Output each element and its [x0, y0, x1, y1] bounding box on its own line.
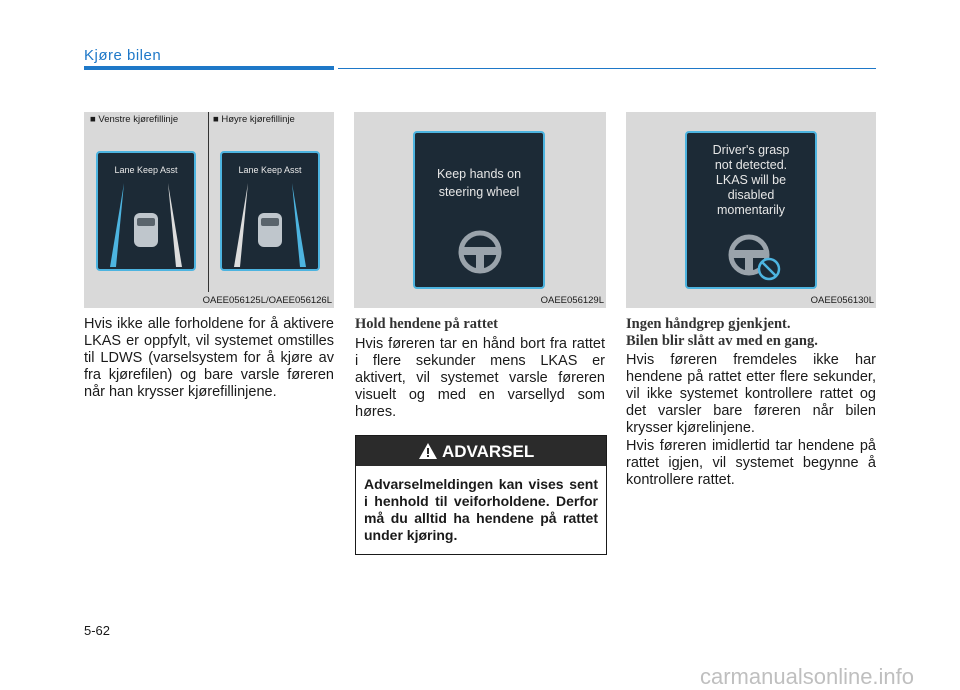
col3-paragraph1: Hvis føreren fremdeles ikke har hendene på rattet etter flere sekunder, vil ikke systemet kontrollere rattet og det varsler bare føreren når bilen krysser kjørelinjene.: [626, 352, 876, 436]
lane-keep-screen-right: [220, 151, 320, 271]
grasp-message-line4: disabled: [727, 188, 775, 202]
header-rule-thick: [84, 66, 334, 70]
figure2-caption: OAEE056129L: [540, 295, 604, 306]
figure-divider: [208, 112, 209, 292]
lane-keep-screen-left: [96, 151, 196, 271]
steering-wheel-icon: [457, 229, 503, 275]
figure-grasp-panel: [626, 112, 876, 308]
col2-heading: Hold hendene på rattet: [355, 316, 498, 332]
col3-heading-line2: Bilen blir slått av med en gang.: [626, 333, 818, 349]
grasp-message-line3: LKAS will be: [715, 173, 787, 187]
car-lane-right-icon: [226, 183, 314, 267]
warning-box: [355, 435, 607, 555]
col3-paragraph2: Hvis føreren imidlertid tar hendene på rattet igjen, vil systemet begynne å kontrollere rattet.: [626, 438, 876, 488]
warning-title: ADVARSEL: [442, 442, 535, 461]
page-number: 5-62: [84, 623, 111, 638]
figure1-caption: OAEE056125L/OAEE056126L: [202, 295, 332, 306]
header-rule-thin: [338, 68, 876, 69]
legend-right: ■ Høyre kjørefillinje: [213, 114, 295, 125]
screen-label-right: Lane Keep Asst: [238, 165, 302, 175]
grasp-screen: [685, 131, 817, 289]
grasp-message-line2: not detected.: [714, 158, 788, 172]
hands-on-message-line2: steering wheel: [438, 185, 520, 199]
screen-label-left: Lane Keep Asst: [114, 165, 178, 175]
steering-wheel-disabled-icon: [727, 233, 783, 283]
section-title: Kjøre bilen: [84, 47, 162, 64]
warning-header: [356, 436, 606, 466]
figure3-caption: OAEE056130L: [810, 295, 874, 306]
grasp-message-line1: Driver's grasp: [712, 143, 790, 157]
hands-on-message-line1: Keep hands on: [436, 167, 522, 181]
watermark: carmanualsonline.info: [700, 664, 915, 689]
warning-triangle-icon: [419, 443, 437, 459]
col2-paragraph: Hvis føreren tar en hånd bort fra rattet i flere sekunder mens LKAS er aktivert, vil systemet varsle føreren visuelt og med en varsellyd som høres.: [355, 336, 605, 420]
col3-heading-line1: Ingen håndgrep gjenkjent.: [626, 316, 791, 332]
grasp-message-line5: momentarily: [716, 203, 786, 217]
warning-text: Advarselmeldingen kan vises sent i henhold til veiforholdene. Derfor må du alltid ha hendene på rattet under kjøring.: [364, 476, 598, 543]
car-lane-left-icon: [102, 183, 190, 267]
figure-lane-keep-panel: [84, 112, 334, 308]
hands-on-screen: [413, 131, 545, 289]
legend-left: ■ Venstre kjørefillinje: [90, 114, 179, 125]
figure-hands-on-panel: [354, 112, 606, 308]
col1-paragraph: Hvis ikke alle forholdene for å aktivere LKAS er oppfylt, vil systemet omstilles til LDWS (varselsystem for å kjøre av fra kjørefilen) og bare varsle føreren når han krysser kjørefillinjene.: [84, 316, 334, 400]
